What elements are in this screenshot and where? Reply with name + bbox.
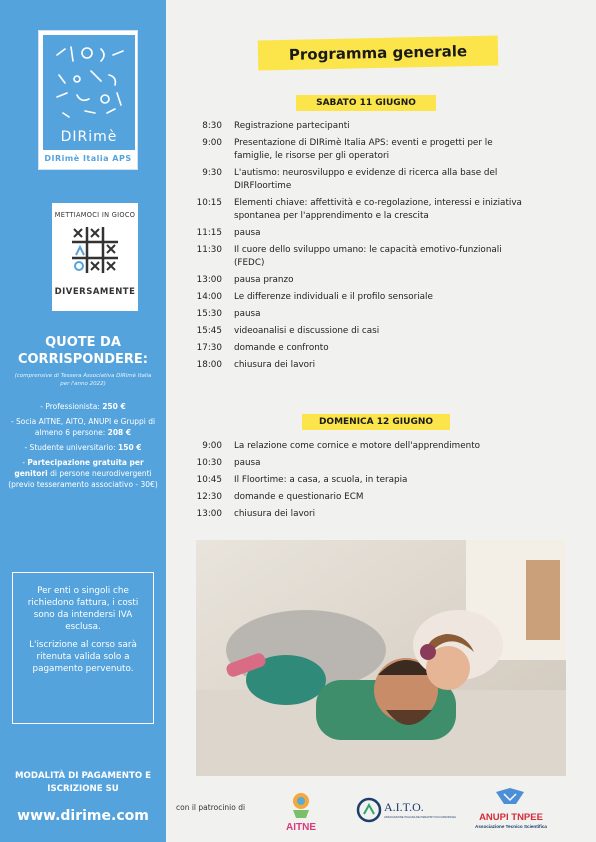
schedule-row: 18:00 chiusura dei lavori — [196, 360, 316, 370]
aito-logo-text: A.I.T.O. — [384, 800, 424, 814]
schedule-row: 9:00 La relazione come cornice e motore dell'apprendimento — [202, 441, 481, 451]
game-logo-top-text: METTIAMOCI IN GIOCO — [54, 211, 136, 219]
schedule-row: 13:00 pausa pranzo — [196, 275, 294, 285]
page-title: Programma generale — [258, 35, 499, 70]
anupi-logo-subtext: Associazione Tecnico Scientifica — [475, 824, 547, 829]
schedule-row: 9:30 L'autismo: neurosviluppo e evidenze di ricerca alla base del DIRFloortime — [202, 168, 498, 191]
fee-item: - Professionista: 250 € — [40, 402, 126, 411]
logo-caption: DIRimè Italia APS — [44, 154, 132, 163]
logo-wordmark: DIRimè — [60, 129, 118, 145]
invoice-note: Per enti o singoli che richiedono fattura, i costi sono da intendersi IVA esclusa. — [27, 586, 139, 632]
schedule-row: 15:45 videoanalisi e discussione di casi — [196, 326, 380, 336]
sidebar — [0, 0, 166, 842]
schedule-row: 9:00 Presentazione di DIRimè Italia APS: eventi e progetti per le famiglie, le risorse per gli operatori — [202, 138, 493, 161]
schedule-row: 15:30 pausa — [196, 309, 261, 319]
fees-title: QUOTE DA CORRISPONDERE: — [17, 335, 149, 367]
anupi-logo-text: ANUPI TNPEE — [479, 812, 543, 823]
payment-info: MODALITÀ DI PAGAMENTO E ISCRIZIONE SU — [15, 771, 151, 794]
anupi-logo — [476, 786, 546, 834]
dirime-logo — [38, 30, 138, 170]
schedule-row: 8:30 Registrazione partecipanti — [202, 121, 350, 131]
fee-item: - Studente universitario: 150 € — [24, 443, 142, 452]
schedule-row: 14:00 Le differenze individuali e il profilo sensoriale — [196, 292, 433, 302]
fees-note: (comprensive di Tessera Associativa DIRimè Italia per l'anno 2022) — [14, 373, 152, 387]
schedule-row: 12:30 domande e questionario ECM — [196, 492, 364, 502]
schedule-day-2 — [196, 440, 566, 525]
schedule-row: 10:15 Elementi chiave: affettività e co-regolazione, interessi e iniziativa spontanea per l'apprendimento e la crescita — [196, 198, 522, 221]
game-logo-bottom-text: DIVERSAMENTE — [54, 287, 136, 297]
tic-tac-toe-icon — [70, 225, 120, 275]
family-photo — [196, 540, 566, 776]
schedule-row: 13:00 chiusura dei lavori — [196, 509, 316, 519]
logo-scribble-icon — [43, 35, 135, 127]
invoice-info-box — [12, 572, 154, 724]
website-link[interactable]: www.dirime.com — [17, 808, 149, 824]
patronage-label: con il patrocinio di — [176, 803, 246, 812]
schedule-row: 11:15 pausa — [196, 228, 261, 238]
fee-item: - Socia AITNE, AITO, ANUPI e Gruppi di almeno 6 persone: 208 € — [10, 417, 156, 437]
fees-list — [8, 401, 158, 494]
schedule-day-1 — [196, 120, 566, 376]
payment-note: L'iscrizione al corso sarà ritenuta valida solo a pagamento pervenuto. — [29, 640, 137, 674]
game-logo — [52, 203, 138, 311]
schedule-row: 11:30 Il cuore dello sviluppo umano: le capacità emotivo-funzionali (FEDC) — [196, 245, 502, 268]
schedule-row: 10:45 Il Floortime: a casa, a scuola, in terapia — [196, 475, 408, 485]
logo-pattern — [43, 35, 135, 150]
schedule-row: 10:30 pausa — [196, 458, 261, 468]
aitne-logo — [278, 790, 324, 832]
aito-logo-subtext: ASSOCIAZIONE ITALIANA DEI TERAPISTI OCCUPAZIONALI — [384, 816, 457, 819]
aitne-logo-text: AITNE — [286, 822, 316, 833]
fee-item: - Partecipazione gratuita per genitori di persone neurodivergenti (previo tesseramento associativo - 30€) — [8, 458, 158, 489]
day-1-header: SABATO 11 GIUGNO — [296, 95, 436, 111]
day-2-header: DOMENICA 12 GIUGNO — [302, 414, 450, 430]
aito-logo — [356, 796, 457, 828]
schedule-row: 17:30 domande e confronto — [196, 343, 329, 353]
